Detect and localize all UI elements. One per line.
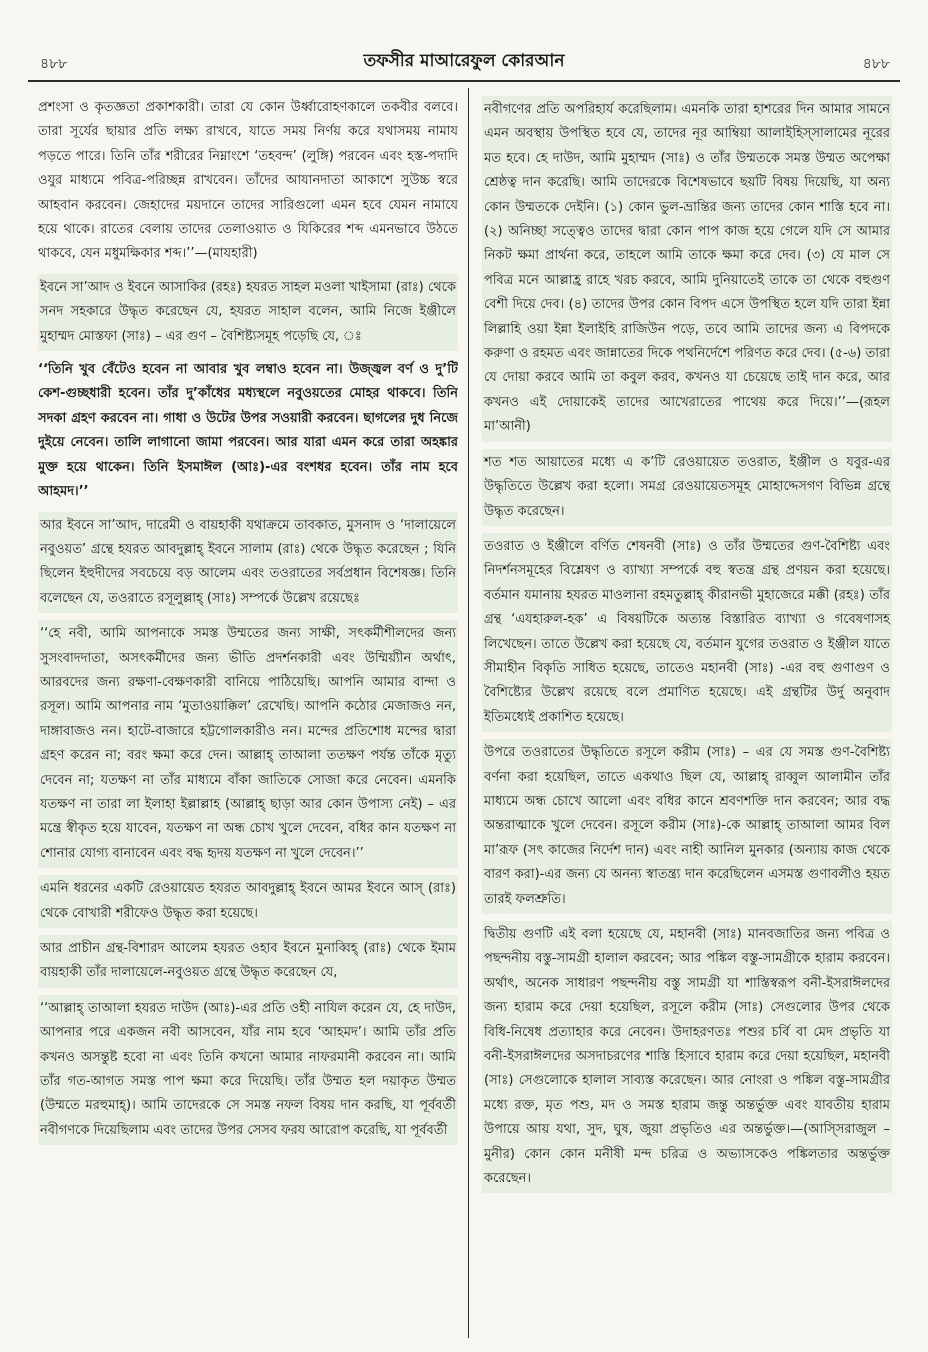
paragraph: এমনি ধরনের একটি রেওয়ায়েত হযরত আবদুল্লাহ্ ইবনে আমর ইবনে আস্ (রাঃ) থেকে বোখারী শরীফেও উদ্ধৃত করা হয়েছে। [38,875,458,928]
column-divider [468,88,469,1338]
paragraph: আর প্রাচীন গ্রন্থ-বিশারদ আলেম হযরত ওহাব ইবনে মুনাব্বিহ্ (রাঃ) থেকে ইমাম বায়হাকী তাঁর দালায়েলে-নবুওয়ত গ্রন্থে উদ্ধৃত করেছেন যে, [38,935,458,988]
quote-paragraph: ‘‘আল্লাহ্ তাআলা হযরত দাউদ (আঃ)-এর প্রতি ওহী নাযিল করেন যে, হে দাউদ, আপনার পরে একজন নবী আসবেন, যাঁর নাম হবে ‘আহমদ’। আমি তাঁর প্রতি কখনও অসন্তুষ্ট হবো না এবং তিনি কখনো আমার নাফরমানী করবেন না। আমি তাঁর গত-আগত সমস্ত পাপ ক্ষমা করে দিয়েছি। তাঁর উম্মত হল দয়াকৃত উম্মত (উম্মতে মরহুমাহ্)। আমি তাদেরকে সে সমস্ত নফল বিষয় দান করছি, যা পূর্ববর্তী নবীগণকে দিয়েছিলাম এবং তাদের উপর সেসব ফরয আরোপ করেছি, যা পূর্ববর্তী [38,995,458,1145]
page-number-left: ৪৮৮ [40,56,68,72]
running-title: তফসীর মাআরেফুল কোরআন [363,51,565,71]
left-column [38,96,458,1340]
paragraph: নবীগণের প্রতি অপরিহার্য করেছিলাম। এমনকি তারা হাশরের দিন আমার সামনে এমন অবস্থায় উপস্থিত হবে যে, তাদের নূর আম্বিয়া আলাইহিস্সালামের নূরের মত হবে। হে দাউদ, আমি মুহাম্মদ (সাঃ) ও তাঁর উম্মতকে সমস্ত উম্মত অপেক্ষা শ্রেষ্ঠত্ব দান করেছি। আমি তাদেরকে বিশেষভাবে ছয়টি বিষয় দিয়েছি, যা অন্য কোন উম্মতকে দেইনি। (১) কোন ভুল-ভ্রান্তির জন্য তাদের কোন শাস্তি হবে না। (২) অনিচ্ছা সত্ত্বেও তাদের দ্বারা কোন পাপ কাজ হয়ে গেলে যদি সে আমার নিকট ক্ষমা প্রার্থনা করে, তাহলে আমি তাকে ক্ষমা করে দেব। (৩) যে মাল সে পবিত্র মনে আল্লাহ্র রাহে খরচ করবে, আমি দুনিয়াতেই তাকে তা থেকে বহুগুণ বেশী দিয়ে দেব। (৪) তাদের উপর কোন বিপদ এসে উপস্থিত হলে যদি তারা ইন্না লিল্লাহি ওয়া ইন্না ইলাইহি রাজিউন পড়ে, তবে আমি তাদের জন্য এ বিপদকে করুণা ও রহমত এবং জান্নাতের দিকে পথনির্দেশে পরিণত করে দেব। (৫-৬) তারা যে দোয়া করবে আমি তা কবুল করব, কখনও যা চেয়েছে তাই দান করে, আর কখনও এই দোয়াকেই তাদের আখেরাতের পাথেয় করে দিয়ে।’’—(রূহল মা’আনী) [482,96,892,442]
paragraph: প্রশংসা ও কৃতজ্ঞতা প্রকাশকারী। তারা যে কোন উর্ধ্বারোহণকালে তকবীর বলবে। তারা সূর্যের ছায়ার প্রতি লক্ষ্য রাখবে, যাতে সময় নির্ণয় করে যথাসময় নামায পড়তে পারে। তিনি তাঁর শরীরের নিম্নাংশে ‘তহবন্দ’ (লুঙ্গি) পরবেন এবং হস্ত-পদাদি ওযুর মাধ্যমে পবিত্র-পরিচ্ছন্ন রাখবেন। তাঁদের আযানদাতা আকাশে সুউচ্চ স্বরে আহবান করবেন। জেহাদের ময়দানে তাদের সারিগুলো এমন হবে যেমন নামাযে হয়ে থাকে। রাতের বেলায় তাদের তেলাওয়াত ও যিকিরের শব্দ এমনভাবে উঠতে থাকবে, যেন মধুমক্ষিকার শব্দ।’’—(মাযহারী) [38,100,458,262]
paragraph: তওরাত ও ইঞ্জীলে বর্ণিত শেষনবী (সাঃ) ও তাঁর উম্মতের গুণ-বৈশিষ্ট্য এবং নিদর্শনসমূহের বিশ্লেষণ ও ব্যাখ্যা সম্পর্কে বহু স্বতন্ত্র গ্রন্থ প্রণয়ন করা হয়েছে। বর্তমান যমানায় হযরত মাওলানা রহমতুল্লাহ্ কীরানভী মুহাজেরে মক্কী (রহঃ) তাঁর গ্রন্থ ‘এযহারুল-হক’ এ বিষয়টিকে অত্যন্ত বিস্তারিত ব্যাখ্যা ও গবেষণাসহ লিখেছেন। তাতে উল্লেখ করা হয়েছে যে, বর্তমান যুগের তওরাত ও ইঞ্জীল যাতে সীমাহীন বিকৃতি সাধিত হয়েছে, তাতেও মহানবী (সাঃ) -এর বহু গুণাগুণ ও বৈশিষ্ট্যের উল্লেখ রয়েছে বলে প্রমাণিত হয়েছে। এই গ্রন্থটির উর্দু অনুবাদ ইতিমধ্যেই প্রকাশিত হয়েছে। [482,533,892,732]
paragraph: শত শত আয়াতের মধ্যে এ ক’টি রেওয়ায়েত তওরাত, ইঞ্জীল ও যবুর-এর উদ্ধৃতিতে উল্লেখ করা হলো। সমগ্র রেওয়ায়েতসমূহ মোহাদ্দেসগণ বিভিন্ন গ্রন্থে উদ্ধৃত করেছেন। [482,449,892,526]
right-column [482,96,892,1340]
quote-paragraph: ‘‘হে নবী, আমি আপনাকে সমস্ত উম্মতের জন্য সাক্ষী, সৎকর্মীশীলদের জন্য সুসংবাদদাতা, অসৎকর্মীদের জন্য ভীতি প্রদর্শনকারী এবং উম্মিয়্যীন অর্থাৎ, আরবদের জন্য রক্ষণা-বেক্ষণকারী বানিয়ে পাঠিয়েছি। আপনি আমার বান্দা ও রসূল। আমি আপনার নাম ‘মুতাওয়াক্কিল’ রেখেছি। আপনি কঠোর মেজাজও নন, দাঙ্গাবাজও নন। হাটে-বাজারে হট্টগোলকারীও নন। মন্দের প্রতিশোধ মন্দের দ্বারা গ্রহণ করেন না; বরং ক্ষমা করে দেন। আল্লাহ্ তাআলা ততক্ষণ পর্যন্ত তাঁকে মৃত্যু দেবেন না; যতক্ষণ না তাঁর মাধ্যমে বাঁকা জাতিকে সোজা করে নেবেন। এমনকি যতক্ষণ না তারা লা ইলাহা ইল্লাল্লাহ (আল্লাহ্ ছাড়া আর কোন উপাস্য নেই) – এর মন্ত্রে স্বীকৃত হয়ে যাবেন, যতক্ষণ না অন্ধ চোখ খুলে দেবেন, বধির কান যতক্ষণ না শোনার যোগ্য বানাবেন এবং বদ্ধ হৃদয় যতক্ষণ না খুলে দেবেন।’’ [38,620,458,868]
paragraph: দ্বিতীয় গুণটি এই বলা হয়েছে যে, মহানবী (সাঃ) মানবজাতির জন্য পবিত্র ও পছন্দনীয় বস্তু-সামগ্রী হালাল করবেন; আর পঙ্কিল বস্তু-সামগ্রীকে হারাম করবেন। অর্থাৎ, অনেক সাধারণ পছন্দনীয় বস্তু সামগ্রী যা শাস্তিস্বরূপ বনী-ইসরাঈলদের জন্য হারাম করে দেয়া হয়েছিল, রসূলে করীম (সাঃ) সেগুলোর উপর থেকে বিধি-নিষেধ প্রত্যাহার করে নেবেন। উদাহরণতঃ পশুর চর্বি বা মেদ প্রভৃতি যা বনী-ইসরাঈলদের অসদাচরণের শাস্তি হিসাবে হারাম করে দেয়া হয়েছিল, মহানবী (সাঃ) সেগুলোকে হালাল সাব্যস্ত করেছেন। আর নোংরা ও পঙ্কিল বস্তু-সামগ্রীর মধ্যে রক্ত, মৃত পশু, মদ ও সমস্ত হারাম জন্তু অন্তর্ভুক্ত এবং যাবতীয় হারাম উপায়ে আয় যথা, সুদ, ঘুষ, জুয়া প্রভৃতিও এর অন্তর্ভুক্ত।—(আস্সিরাজুল –মুনীর) কোন কোন মনীষী মন্দ চরিত্র ও অভ্যাসকেও পঙ্কিলতার অন্তর্ভুক্ত করেছেন। [482,921,892,1193]
paragraph: আর ইবনে সা’আদ, দারেমী ও বায়হাকী যথাক্রমে তাবকাত, মুসনাদ ও ‘দালায়েলে নবুওয়ত’ গ্রন্থে হযরত আবদুল্লাহ্ ইবনে সালাম (রাঃ) থেকে উদ্ধৃত করেছেন ; যিনি ছিলেন ইহুদীদের সবচেয়ে বড় আলেম এবং তওরাতের সর্বপ্রধান বিশেষজ্ঞ। তিনি বলেছেন যে, তওরাতে রসূলুল্লাহ্ (সাঃ) সম্পর্কে উল্লেখ রয়েছেঃ [38,512,458,614]
paragraph: উপরে তওরাতের উদ্ধৃতিতে রসূলে করীম (সাঃ) – এর যে সমস্ত গুণ-বৈশিষ্ট্য বর্ণনা করা হয়েছিল, তাতে একথাও ছিল যে, আল্লাহ্ রাব্বুল আলামীন তাঁর মাধ্যমে অন্ধ চোখে আলো এবং বধির কানে শ্রবণশক্তি দান করবেন; আর বদ্ধ অন্তরাত্মাকে খুলে দেবেন। রসূলে করীম (সাঃ)-কে আল্লাহ্ তাআলা আমর বিল মা’রূফ (সৎ কাজের নির্দেশ দান) এবং নাহী আনিল মুনকার (অন্যায় কাজ থেকে বারণ করা)-এর জন্য যে অনন্য স্বাতন্ত্র্য দান করেছিলেন এসমস্ত গুণাবলীও হয়ত তারই ফলশ্রুতি। [482,739,892,914]
header-rule [28,80,900,82]
page-number-right: ৪৮৮ [862,56,890,72]
quote-paragraph: ‘‘তিনি খুব বেঁটেও হবেন না আবার খুব লম্বাও হবেন না। উজ্জ্বল বর্ণ ও দু’টি কেশ-গুচ্ছধারী হবেন। তাঁর দু’কাঁধের মধ্যস্থলে নবুওয়তের মোহর থাকবে। তিনি সদকা গ্রহণ করবেন না। গাধা ও উটের উপর সওয়ারী করবেন। ছাগলের দুধ নিজে দুইয়ে নেবেন। তালি লাগানো জামা পরবেন। আর যারা এমন করে তারা অহঙ্কার মুক্ত হয়ে থাকেন। তিনি ইসমাঈল (আঃ)-এর বংশধর হবেন। তাঁর নাম হবে আহমদ।’’ [38,362,458,500]
page-header [0,42,928,82]
paragraph: ইবনে সা’আদ ও ইবনে আসাকির (রহঃ) হযরত সাহল মওলা খাইসামা (রাঃ) থেকে সনদ সহকারে উদ্ধৃত করেছেন যে, হযরত সাহাল বলেন, আমি নিজে ইঞ্জীলে মুহাম্মদ মোস্তফা (সাঃ) – এর গুণ – বৈশিষ্ট্যসমূহ পড়েছি যে, ঃ [38,274,458,351]
